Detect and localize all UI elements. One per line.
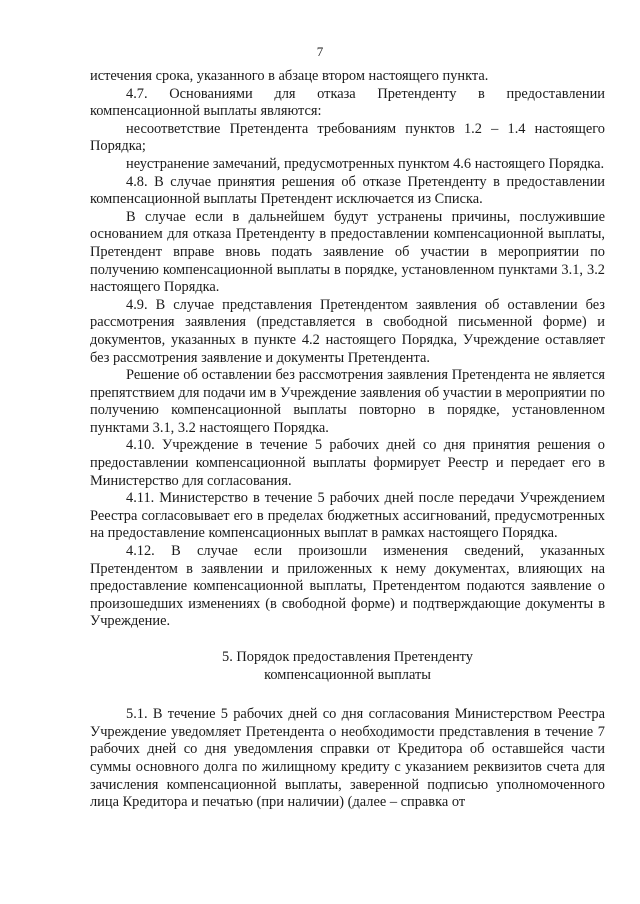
page-number: 7 bbox=[316, 44, 324, 59]
paragraph: 4.8. В случае принятия решения об отказе Претенденту в предоставлении компенсационной выплаты Претендент исключается из Списка. bbox=[90, 173, 605, 208]
paragraph: несоответствие Претендента требованиям пунктов 1.2 – 1.4 настоящего Порядка; bbox=[90, 120, 605, 155]
paragraph: истечения срока, указанного в абзаце втором настоящего пункта. bbox=[90, 68, 489, 84]
section-heading-line: компенсационной выплаты bbox=[264, 666, 431, 683]
paragraph: В случае если в дальнейшем будут устранены причины, послужившие основанием для отказа Претенденту в предоставлении компенсационной выплаты, Претендент вправе вновь подать заявление об участии в мероприятии по получению компенсационной выплаты в порядке, установленном пунктами 3.1, 3.2 настоящего Порядка. bbox=[90, 208, 605, 296]
paragraph: 4.10. Учреждение в течение 5 рабочих дней со дня принятия решения о предоставлении компенсационной выплаты формирует Реестр и передает его в Министерство для согласования. bbox=[90, 437, 605, 489]
paragraph: 5.1. В течение 5 рабочих дней со дня согласования Министерством Реестра Учреждение уведомляет Претендента о необходимости представления в течение 7 рабочих дней со дня уведомления справки от Кредитора об оставшейся части суммы основного долга по жилищному кредиту с указанием реквизитов счета для зачисления компенсационной выплаты, заверенной подписью уполномоченного лица Кредитора и печатью (при наличии) (далее – справка от bbox=[90, 706, 605, 811]
paragraph: неустранение замечаний, предусмотренных пунктом 4.6 настоящего Порядка. bbox=[126, 155, 605, 172]
section-heading bbox=[90, 649, 605, 684]
document-body bbox=[90, 68, 605, 812]
paragraph: 4.9. В случае представления Претендентом заявления об оставлении без рассмотрения заявления (представляется в свободной письменной форме) и документов, указанных в пункте 4.2 настоящего Порядка, Учреждение оставляет без рассмотрения заявление и документы Претендента. bbox=[90, 296, 605, 366]
paragraph: 4.12. В случае если произошли изменения сведений, указанных Претендентом в заявлении и приложенных к нему документах, влияющих на предоставление компенсационной выплаты, Претендентом подаются заявление о произошедших изменениях (в свободной форме) и подтверждающие документы в Учреждение. bbox=[90, 543, 605, 630]
paragraph: 4.11. Министерство в течение 5 рабочих дней после передачи Учреждением Реестра согласовывает его в пределах бюджетных ассигнований, предусмотренных на предоставление компенсационных выплат в рамках настоящего Порядка. bbox=[90, 490, 605, 542]
paragraph: Решение об оставлении без рассмотрения заявления Претендента не является препятствием для подачи им в Учреждение заявления об участии в мероприятии по получению компенсационной выплаты повторно в порядке, установленном пунктами 3.1, 3.2 настоящего Порядка. bbox=[90, 367, 605, 436]
paragraph: 4.7. Основаниями для отказа Претенденту в предоставлении компенсационной выплаты являются: bbox=[90, 85, 605, 120]
section-heading-line: 5. Порядок предоставления Претенденту bbox=[222, 649, 473, 665]
